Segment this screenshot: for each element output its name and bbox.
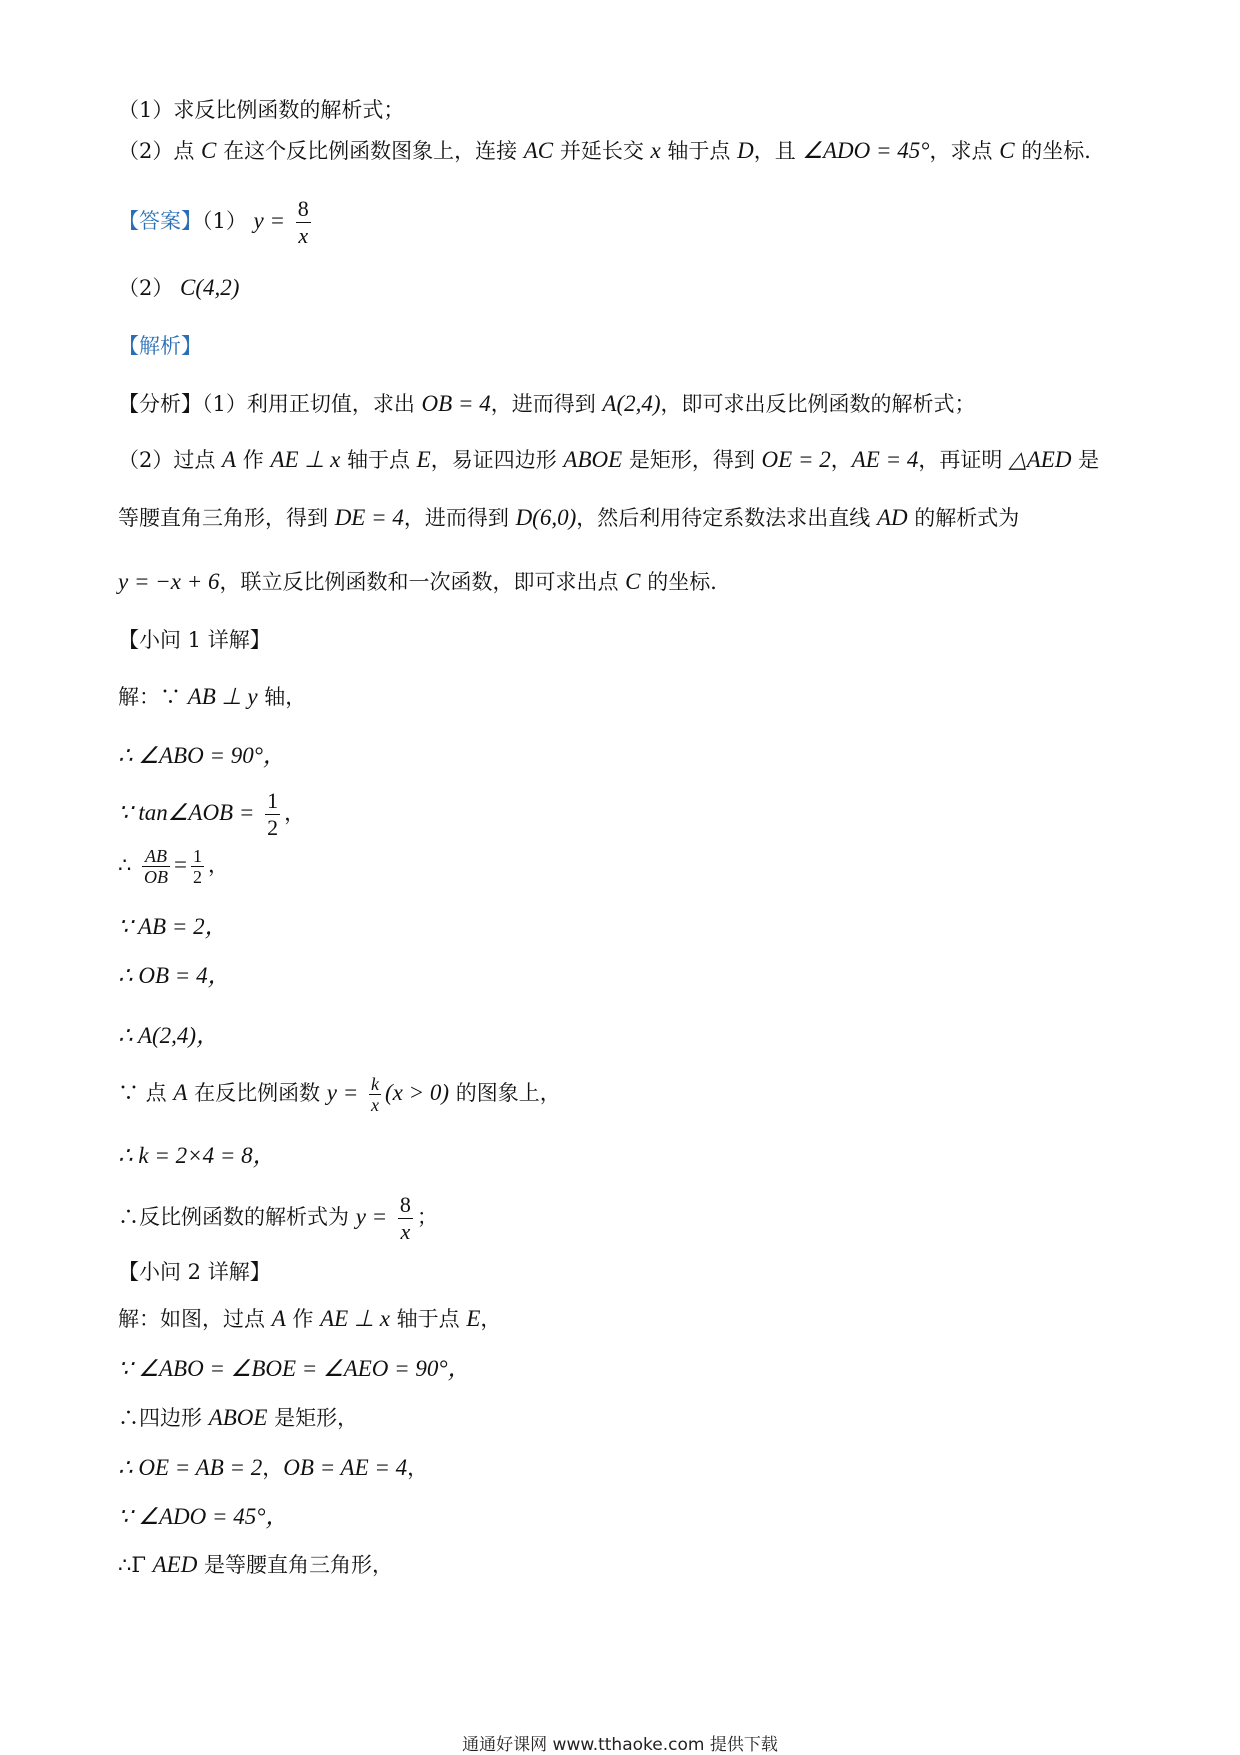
question-part-2: （2）点 C 在这个反比例函数图象上，连接 AC 并延长交 x 轴于点 D，且 ∠ADO = 45°，求点 C 的坐标． xyxy=(118,138,1106,163)
subquestion-1-heading: 【小问 1 详解】 xyxy=(118,628,271,652)
analysis-line-1: 【分析】（1）利用正切值，求出 OB = 4，进而得到 A(2,4)，即可求出反比例函数的解析式； xyxy=(118,391,976,416)
solution-2-step-2: ∵ ∠ABO = ∠BOE = ∠AEO = 90°， xyxy=(118,1356,471,1381)
analysis-line-4: y = −x + 6，联立反比例函数和一次函数，即可求出点 C 的坐标． xyxy=(118,569,732,594)
solution-1-step-9: ∴ k = 2×4 = 8， xyxy=(118,1143,276,1168)
analysis-line-2: （2）过点 A 作 AE ⊥ x 轴于点 E，易证四边形 ABOE 是矩形，得到 OE = 2，AE = 4，再证明 △AED 是 xyxy=(118,447,1100,472)
solution-1-step-6: ∴ OB = 4， xyxy=(118,963,231,988)
solution-2-step-3: ∴四边形 ABOE 是矩形， xyxy=(118,1405,359,1430)
solution-2-step-4: ∴ OE = AB = 2，OB = AE = 4， xyxy=(118,1455,429,1480)
analysis-line-3: 等腰直角三角形，得到 DE = 4，进而得到 D(6,0)，然后利用待定系数法求出直线 AD 的解析式为 xyxy=(118,505,1020,530)
solution-1-step-2: ∴ ∠ABO = 90°， xyxy=(118,743,286,768)
solution-2-step-1: 解：如图，过点 A 作 AE ⊥ x 轴于点 E， xyxy=(118,1306,502,1331)
subquestion-2-heading: 【小问 2 详解】 xyxy=(118,1260,271,1284)
question-part-1: （1）求反比例函数的解析式； xyxy=(118,98,405,122)
page-footer: 通通好课网 www.tthaoke.com 提供下载 xyxy=(462,1735,778,1755)
solution-1-step-4: ∴ $\frac{AB}{OB}$ = $\frac{1}{2}$ ， xyxy=(118,846,230,887)
solution-1-step-8: ∵ 点 A 在反比例函数 y = $\frac{k}{x}$ (x > 0) 的图象上， xyxy=(118,1074,561,1115)
answer-part-2: （2） C(4,2) xyxy=(118,275,240,300)
analysis-tag: 【解析】 xyxy=(118,334,202,358)
fraction: $\frac{1}{2}$ xyxy=(267,788,279,840)
fraction: $\frac{8}{x}$ xyxy=(297,196,309,248)
fraction: $\frac{1}{2}$ xyxy=(193,846,203,887)
fraction: $\frac{8}{x}$ xyxy=(399,1192,411,1244)
solution-1-step-10: ∴反比例函数的解析式为 y = $\frac{8}{x}$ ； xyxy=(118,1192,438,1244)
solution-1-step-5: ∵ AB = 2， xyxy=(118,914,228,939)
solution-2-step-6: ∴Γ AED 是等腰直角三角形， xyxy=(118,1552,394,1577)
answer-tag: 【答案】 xyxy=(118,209,202,233)
solution-2-step-5: ∵ ∠ADO = 45°， xyxy=(118,1504,289,1529)
solution-1-step-7: ∴ A(2,4)， xyxy=(118,1023,220,1048)
solution-1-step-3: ∵ tan∠AOB = $\frac{1}{2}$ ， xyxy=(118,788,306,840)
fraction: $\frac{k}{x}$ xyxy=(370,1074,379,1115)
solution-1-step-1: 解：∵ AB ⊥ y 轴， xyxy=(118,684,307,709)
fraction: $\frac{AB}{OB}$ xyxy=(144,846,169,887)
answer-part-1: 【答案】（1） y = $\frac{8}{x}$ xyxy=(118,196,309,248)
